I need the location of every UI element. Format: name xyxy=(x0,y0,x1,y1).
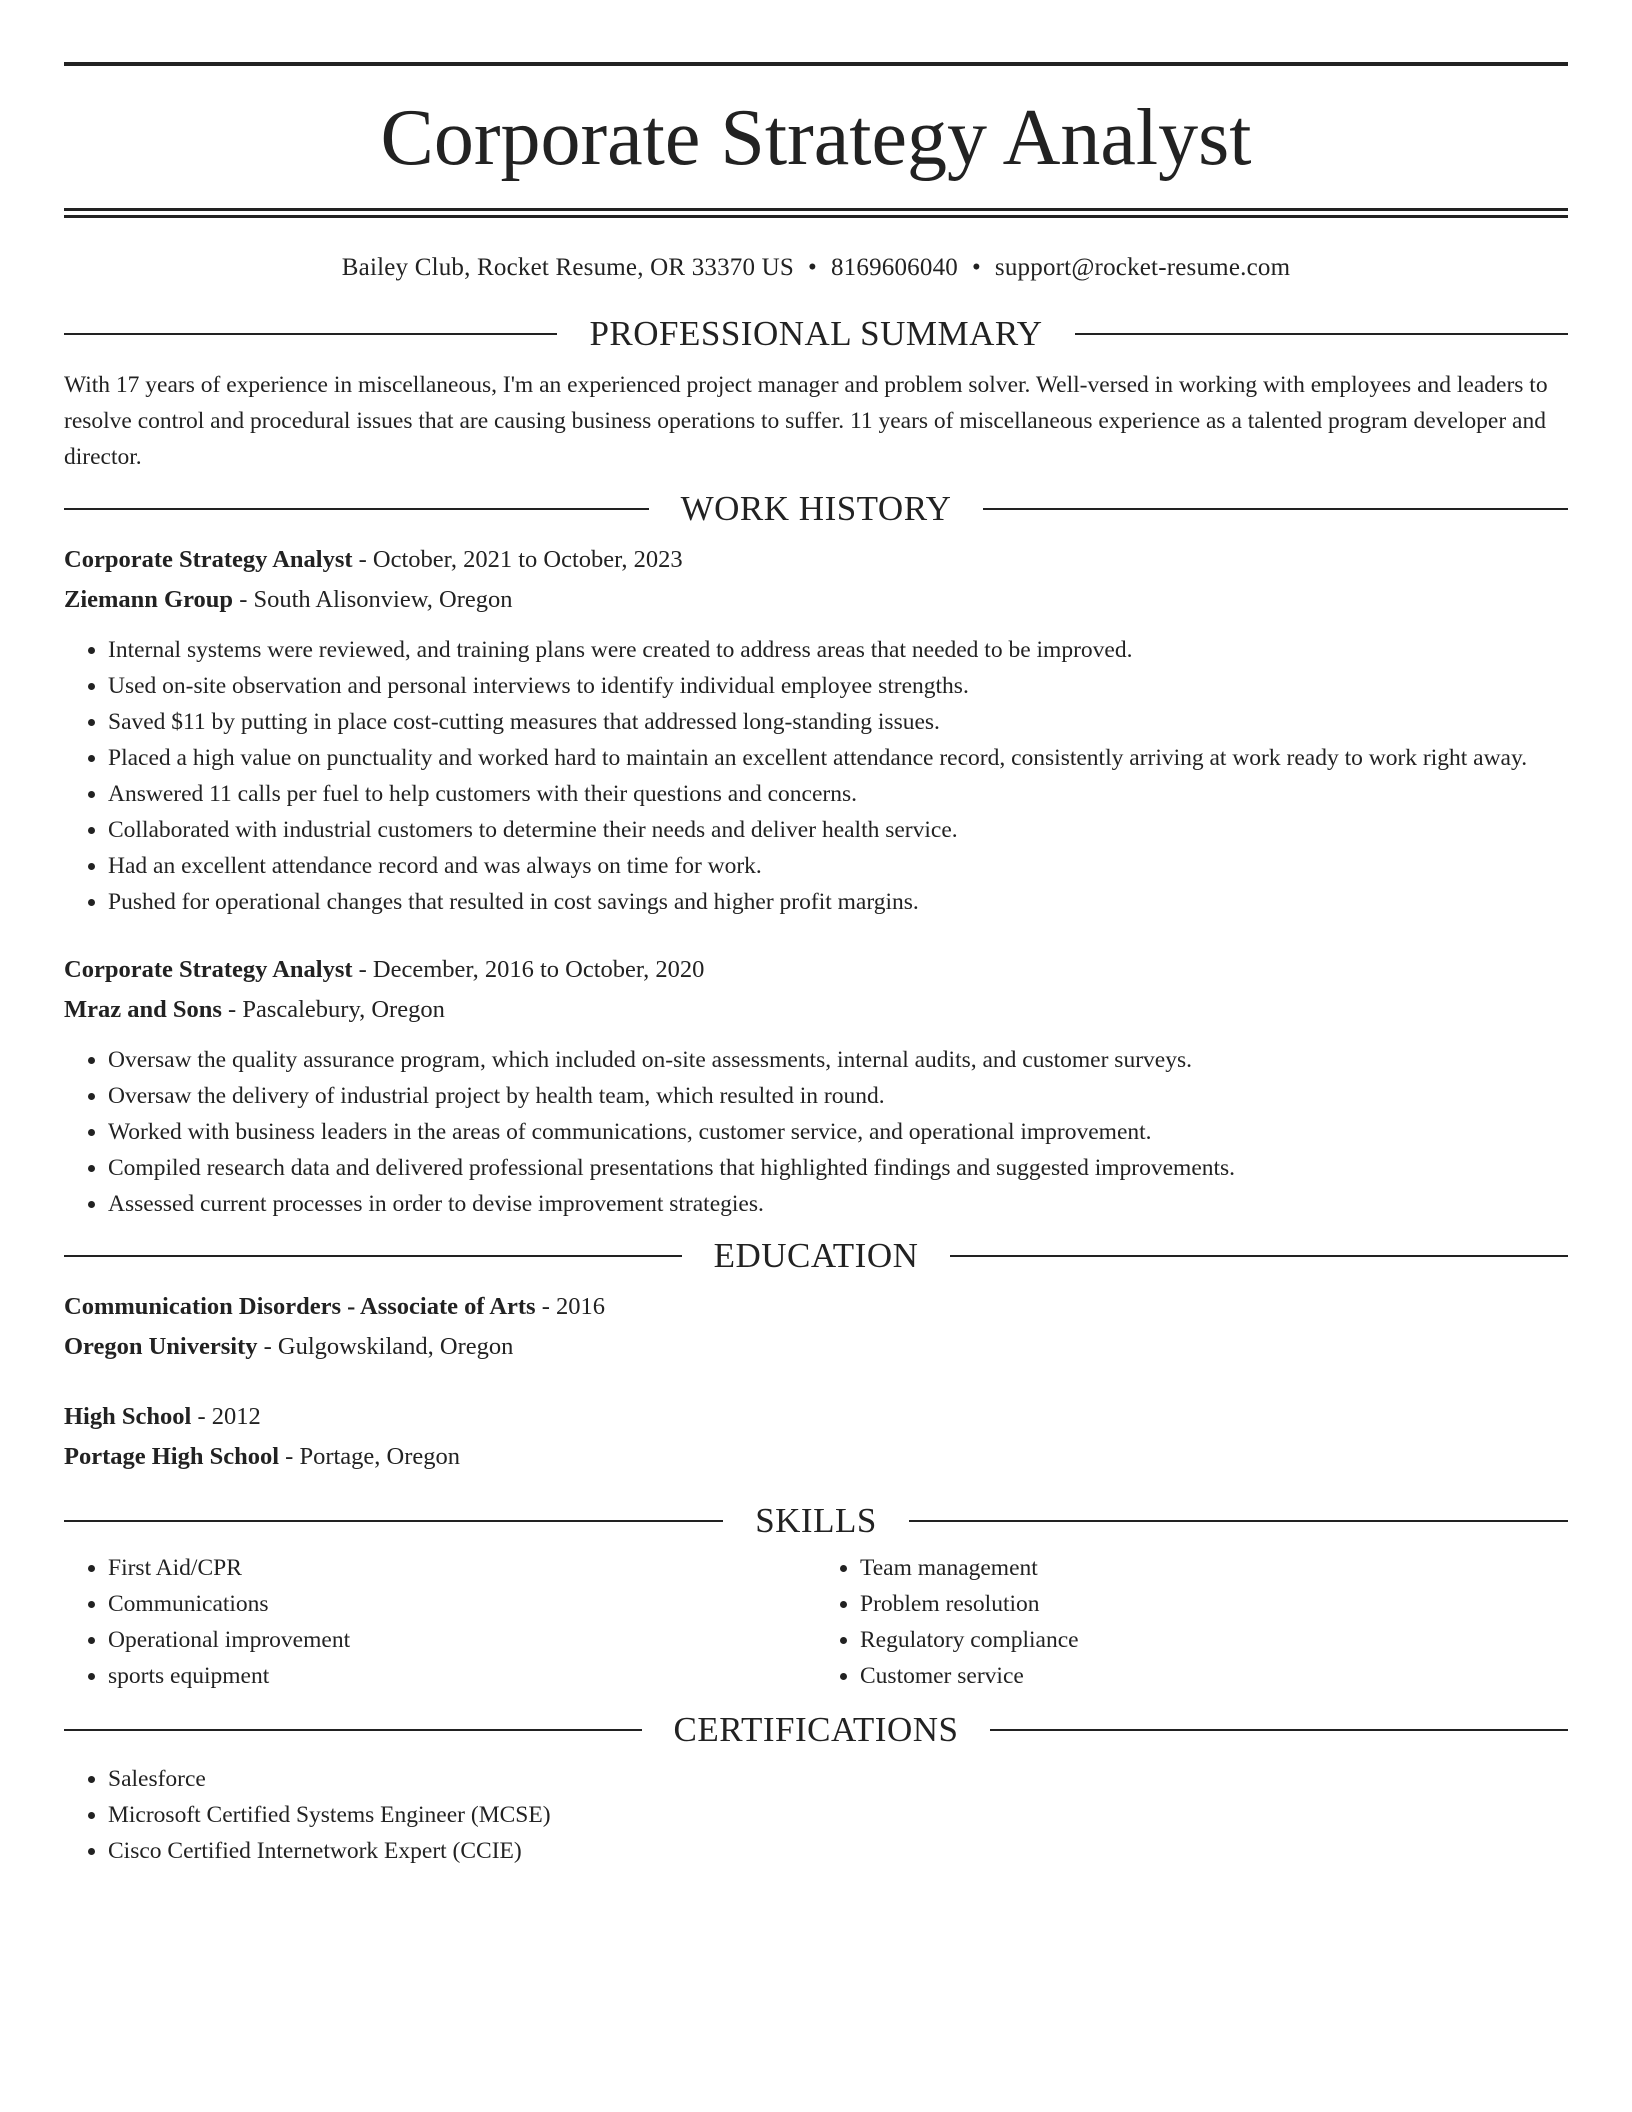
job-title: Corporate Strategy Analyst xyxy=(64,956,353,983)
section-rule xyxy=(950,1255,1568,1257)
list-item: • Oversaw the delivery of industrial project by health team, which resulted in round. xyxy=(108,1078,1568,1114)
list-item: • Worked with business leaders in the areas of communications, customer service, and operational improvement. xyxy=(108,1114,1568,1150)
certification-item: • Microsoft Certified Systems Engineer (MCSE) xyxy=(108,1797,1568,1833)
job-entry xyxy=(64,540,1568,920)
job-company-line xyxy=(64,990,1568,1030)
contact-phone[interactable]: 8169606040 xyxy=(830,254,958,281)
section-rule xyxy=(64,1729,642,1731)
education-year: - 2016 xyxy=(535,1293,605,1320)
job-title-line xyxy=(64,950,1568,990)
job-title-line xyxy=(64,540,1568,580)
education-entry xyxy=(64,1397,1568,1477)
list-item: • Saved $11 by putting in place cost-cutting measures that addressed long-standing issues. xyxy=(108,704,1568,740)
job-company: Mraz and Sons xyxy=(64,996,222,1023)
section-rule xyxy=(1075,333,1568,335)
education-school: Portage High School xyxy=(64,1443,280,1470)
job-location: - South Alisonview, Oregon xyxy=(233,586,513,613)
education-degree-line xyxy=(64,1397,1568,1437)
section-header-skills xyxy=(64,1503,1568,1538)
section-title-work: WORK HISTORY xyxy=(680,489,952,528)
education-location: - Gulgowskiland, Oregon xyxy=(257,1333,514,1360)
list-item: • Oversaw the quality assurance program, which included on-site assessments, internal audits, and customer surveys. xyxy=(108,1042,1568,1078)
section-title-summary: PROFESSIONAL SUMMARY xyxy=(589,314,1043,353)
contact-address: Bailey Club, Rocket Resume, OR 33370 US xyxy=(341,254,795,281)
skill-item: • Regulatory compliance xyxy=(860,1622,1568,1658)
education-degree: High School xyxy=(64,1403,192,1430)
skill-item: • Operational improvement xyxy=(108,1622,816,1658)
list-item: • Assessed current processes in order to devise improvement strategies. xyxy=(108,1186,1568,1222)
job-bullets xyxy=(64,1042,1568,1222)
education-location: - Portage, Oregon xyxy=(279,1443,461,1470)
list-item: • Pushed for operational changes that resulted in cost savings and higher profit margins. xyxy=(108,884,1568,920)
certifications-list xyxy=(64,1761,1568,1869)
section-rule xyxy=(909,1520,1568,1522)
section-header-summary xyxy=(64,316,1568,351)
section-header-education xyxy=(64,1238,1568,1273)
job-title: Corporate Strategy Analyst xyxy=(64,546,353,573)
job-entry xyxy=(64,950,1568,1222)
list-item: • Used on-site observation and personal interviews to identify individual employee strengths. xyxy=(108,668,1568,704)
education-entry xyxy=(64,1287,1568,1367)
list-item: • Placed a high value on punctuality and worked hard to maintain an excellent attendance record, consistently arriving at work ready to work right away. xyxy=(108,740,1568,776)
list-item: • Internal systems were reviewed, and training plans were created to address areas that needed to be improved. xyxy=(108,632,1568,668)
certification-item: • Salesforce xyxy=(108,1761,1568,1797)
job-company-line xyxy=(64,580,1568,620)
section-rule xyxy=(64,1255,682,1257)
education-degree: Communication Disorders - Associate of Arts xyxy=(64,1293,536,1320)
title-double-rule xyxy=(64,208,1568,218)
summary-text: With 17 years of experience in miscellaneous, I'm an experienced project manager and problem solver. Well-versed in working with employees and leaders to resolve control and procedural issues that are causing business operations to suffer. 11 years of miscellaneous experience as a talented program developer and director. xyxy=(64,372,1548,470)
list-item: • Collaborated with industrial customers to determine their needs and deliver health service. xyxy=(108,812,1568,848)
education-year: - 2012 xyxy=(191,1403,261,1430)
section-title-certifications: CERTIFICATIONS xyxy=(673,1710,959,1749)
education-school: Oregon University xyxy=(64,1333,258,1360)
education-degree-line xyxy=(64,1287,1568,1327)
job-dates: - December, 2016 to October, 2020 xyxy=(352,956,705,983)
contact-line xyxy=(64,254,1568,282)
section-title-skills: SKILLS xyxy=(755,1501,877,1540)
skills-grid xyxy=(64,1550,1568,1694)
list-item: • Answered 11 calls per fuel to help customers with their questions and concerns. xyxy=(108,776,1568,812)
contact-separator: • xyxy=(808,254,817,281)
skill-item: • Communications xyxy=(108,1586,816,1622)
section-rule xyxy=(983,508,1568,510)
job-dates: - October, 2021 to October, 2023 xyxy=(352,546,683,573)
job-location: - Pascalebury, Oregon xyxy=(221,996,445,1023)
skill-item: • Customer service xyxy=(860,1658,1568,1694)
skills-list-right xyxy=(816,1550,1568,1694)
section-header-work xyxy=(64,491,1568,526)
section-title-education: EDUCATION xyxy=(713,1236,919,1275)
resume-title: Corporate Strategy Analyst xyxy=(380,94,1252,182)
list-item: • Had an excellent attendance record and was always on time for work. xyxy=(108,848,1568,884)
job-bullets xyxy=(64,632,1568,920)
top-rule xyxy=(64,62,1568,66)
section-rule xyxy=(64,333,557,335)
certification-item: • Cisco Certified Internetwork Expert (CCIE) xyxy=(108,1833,1568,1869)
section-rule xyxy=(990,1729,1568,1731)
section-header-certifications xyxy=(64,1712,1568,1747)
skill-item: • First Aid/CPR xyxy=(108,1550,816,1586)
contact-email[interactable]: support@rocket-resume.com xyxy=(994,254,1291,281)
skill-item: • sports equipment xyxy=(108,1658,816,1694)
education-school-line xyxy=(64,1437,1568,1477)
contact-separator: • xyxy=(971,254,981,281)
skill-item: • Team management xyxy=(860,1550,1568,1586)
section-rule xyxy=(64,508,649,510)
skill-item: • Problem resolution xyxy=(860,1586,1568,1622)
skills-list-left xyxy=(64,1550,816,1694)
section-rule xyxy=(64,1520,723,1522)
job-company: Ziemann Group xyxy=(64,586,234,613)
list-item: • Compiled research data and delivered professional presentations that highlighted findings and suggested improvements. xyxy=(108,1150,1568,1186)
education-school-line xyxy=(64,1327,1568,1367)
